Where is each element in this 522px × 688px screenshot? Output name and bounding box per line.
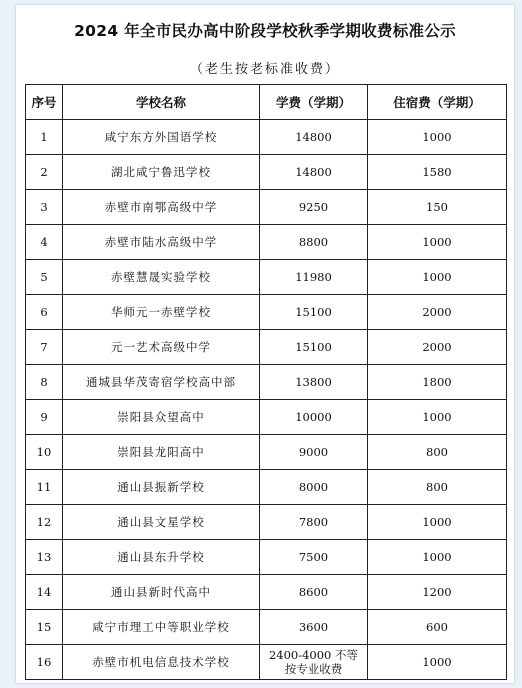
cell-school-name: 崇阳县众望高中 <box>63 400 260 435</box>
cell-tuition: 7800 <box>260 505 368 540</box>
cell-school-name: 赤壁市机电信息技术学校 <box>63 645 260 680</box>
tuition-range: 2400-4000 不等 <box>268 648 359 662</box>
cell-school-name: 元一艺术高级中学 <box>63 330 260 365</box>
cell-dorm-fee: 1000 <box>368 120 507 155</box>
cell-no: 10 <box>26 435 63 470</box>
cell-school-name: 赤壁市南鄂高级中学 <box>63 190 260 225</box>
cell-dorm-fee: 2000 <box>368 330 507 365</box>
table-row <box>26 610 507 645</box>
table-row <box>26 120 507 155</box>
page-subtitle: （老生按老标准收费） <box>189 62 340 77</box>
cell-dorm-fee: 1200 <box>368 575 507 610</box>
cell-tuition: 14800 <box>260 120 368 155</box>
cell-tuition: 15100 <box>260 330 368 365</box>
cell-no: 3 <box>26 190 63 225</box>
header-school-name: 学校名称 <box>63 85 260 120</box>
cell-school-name: 咸宁市理工中等职业学校 <box>63 610 260 645</box>
table-row <box>26 505 507 540</box>
cell-no: 13 <box>26 540 63 575</box>
cell-tuition: 8000 <box>260 470 368 505</box>
cell-dorm-fee: 1000 <box>368 260 507 295</box>
table-row <box>26 575 507 610</box>
cell-tuition: 8600 <box>260 575 368 610</box>
cell-tuition: 14800 <box>260 155 368 190</box>
cell-no: 14 <box>26 575 63 610</box>
cell-dorm-fee: 2000 <box>368 295 507 330</box>
cell-no: 2 <box>26 155 63 190</box>
cell-no: 8 <box>26 365 63 400</box>
cell-school-name: 赤壁慧晟实验学校 <box>63 260 260 295</box>
cell-no: 4 <box>26 225 63 260</box>
cell-dorm-fee: 1000 <box>368 540 507 575</box>
cell-school-name: 湖北咸宁鲁迅学校 <box>63 155 260 190</box>
table-row <box>26 295 507 330</box>
cell-no: 5 <box>26 260 63 295</box>
table-row <box>26 155 507 190</box>
cell-dorm-fee: 1000 <box>368 505 507 540</box>
cell-no: 11 <box>26 470 63 505</box>
fee-table <box>25 84 507 680</box>
cell-dorm-fee: 600 <box>368 610 507 645</box>
cell-tuition: 10000 <box>260 400 368 435</box>
cell-no: 9 <box>26 400 63 435</box>
cell-no: 7 <box>26 330 63 365</box>
cell-tuition: 11980 <box>260 260 368 295</box>
header-tuition: 学费（学期） <box>260 85 368 120</box>
cell-dorm-fee: 800 <box>368 470 507 505</box>
page-title: 2024 年全市民办高中阶段学校秋季学期收费标准公示 <box>74 22 456 40</box>
cell-tuition: 7500 <box>260 540 368 575</box>
cell-dorm-fee: 1580 <box>368 155 507 190</box>
cell-tuition: 9000 <box>260 435 368 470</box>
cell-no: 16 <box>26 645 63 680</box>
cell-dorm-fee: 1000 <box>368 400 507 435</box>
cell-dorm-fee: 1000 <box>368 225 507 260</box>
table-row <box>26 330 507 365</box>
cell-school-name: 通山县新时代高中 <box>63 575 260 610</box>
cell-school-name: 通山县振新学校 <box>63 470 260 505</box>
cell-tuition <box>260 645 368 680</box>
tuition-note: 按专业收费 <box>284 662 343 676</box>
cell-school-name: 华师元一赤壁学校 <box>63 295 260 330</box>
header-no: 序号 <box>26 85 63 120</box>
cell-school-name: 通山县文星学校 <box>63 505 260 540</box>
cell-tuition: 8800 <box>260 225 368 260</box>
table-row <box>26 645 507 680</box>
table-row <box>26 260 507 295</box>
cell-no: 12 <box>26 505 63 540</box>
table-row <box>26 400 507 435</box>
cell-tuition: 13800 <box>260 365 368 400</box>
table-row <box>26 365 507 400</box>
cell-school-name: 咸宁东方外国语学校 <box>63 120 260 155</box>
cell-tuition: 3600 <box>260 610 368 645</box>
table-header-row <box>26 85 507 120</box>
header-dorm-fee: 住宿费（学期） <box>368 85 507 120</box>
cell-school-name: 通城县华茂寄宿学校高中部 <box>63 365 260 400</box>
table-row <box>26 540 507 575</box>
cell-school-name: 赤壁市陆水高级中学 <box>63 225 260 260</box>
table-row <box>26 225 507 260</box>
table-row <box>26 435 507 470</box>
cell-tuition: 15100 <box>260 295 368 330</box>
cell-dorm-fee: 150 <box>368 190 507 225</box>
cell-school-name: 通山县东升学校 <box>63 540 260 575</box>
cell-dorm-fee: 1800 <box>368 365 507 400</box>
cell-no: 6 <box>26 295 63 330</box>
cell-tuition: 9250 <box>260 190 368 225</box>
cell-no: 1 <box>26 120 63 155</box>
cell-school-name: 崇阳县龙阳高中 <box>63 435 260 470</box>
cell-dorm-fee: 800 <box>368 435 507 470</box>
table-row <box>26 190 507 225</box>
cell-dorm-fee: 1000 <box>368 645 507 680</box>
document-page <box>16 5 514 683</box>
cell-no: 15 <box>26 610 63 645</box>
table-row <box>26 470 507 505</box>
